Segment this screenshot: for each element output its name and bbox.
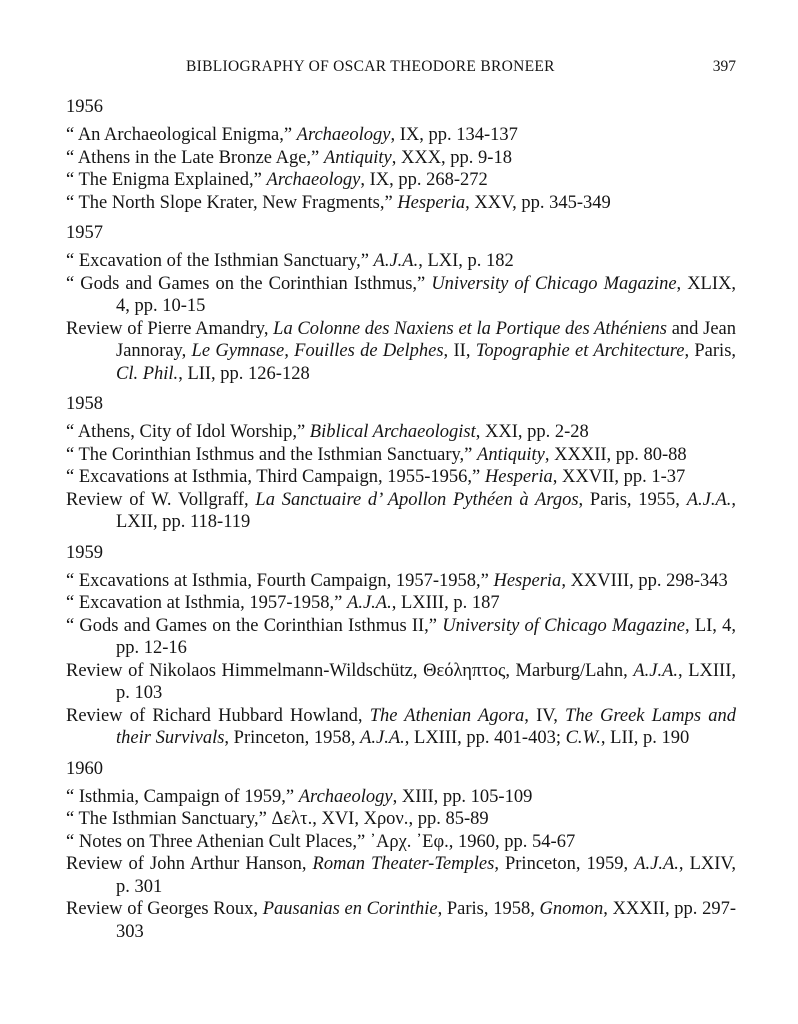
- year-heading: 1958: [66, 394, 103, 414]
- entry-text: Review of Georges Roux,: [66, 899, 263, 919]
- entry-text: “ Excavation of the Isthmian Sanctuary,”: [66, 251, 374, 271]
- entry-text: Review of W. Vollgraff,: [66, 489, 256, 510]
- entry-text: , LII, p. 190: [600, 728, 690, 748]
- entry-text: Review of Nikolaos Himmelmann-Wildschütz,: [66, 660, 424, 681]
- bibliography-entry: [66, 444, 736, 467]
- entry-title-italic: A.J.A.: [373, 251, 419, 271]
- entry-text: “ Gods and Games on the Corinthian Isthmus,”: [66, 273, 432, 294]
- bibliography-entry: [66, 831, 736, 854]
- entry-text: “ The Corinthian Isthmus and the Isthmian Sanctuary,”: [66, 444, 478, 465]
- bibliography-entry: [66, 147, 736, 170]
- entry-title-italic: Biblical Archaeologist: [309, 422, 476, 442]
- year-heading: 1960: [66, 758, 103, 779]
- entry-title-italic: The Athenian Agora: [369, 705, 525, 726]
- bibliography-entry: [66, 169, 736, 192]
- entry-title-italic: Topographie et Architecture: [475, 341, 685, 361]
- entry-text: , XIII, pp. 105-109: [392, 786, 533, 807]
- entry-text: , XXXII, pp. 80-88: [544, 444, 687, 465]
- bibliography-entry: [66, 421, 736, 444]
- entry-title-italic: Hesperia: [484, 467, 553, 487]
- entry-list: [66, 250, 736, 385]
- entry-text: “ Excavation at Isthmia, 1957-1958,”: [66, 593, 348, 613]
- bibliography-entry: [66, 786, 736, 809]
- entry-title-italic: University of Chicago Magazine: [442, 615, 685, 636]
- entry-text: , Marburg/Lahn,: [505, 660, 634, 681]
- entry-text: “ Athens, City of Idol Worship,”: [66, 422, 310, 442]
- entry-title-italic: A.J.A.: [360, 728, 405, 748]
- entry-text: “ Isthmia, Campaign of 1959,”: [66, 786, 299, 807]
- bibliography-entry: [66, 615, 736, 660]
- entry-text: “ Excavations at Isthmia, Fourth Campaign, 1957-1958,”: [66, 570, 494, 591]
- entry-text: , XVI,: [312, 809, 364, 829]
- bibliography-entry: [66, 898, 736, 943]
- entry-text: , LXIV, p. 301: [116, 854, 737, 897]
- entry-text: Review of Richard Hubbard Howland,: [66, 705, 370, 726]
- entry-title-italic: Hesperia: [493, 570, 562, 591]
- entry-text: , XXVII, pp. 1-37: [552, 467, 686, 487]
- bibliography-entry: [66, 318, 736, 386]
- bibliography-entry: [66, 853, 736, 898]
- entry-text: , XXVIII, pp. 298-343: [561, 570, 728, 591]
- entry-title-italic: A.J.A.: [347, 593, 392, 613]
- entry-text: Δελτ.: [271, 809, 313, 829]
- entry-text: , LXIII, p. 103: [116, 660, 736, 703]
- entry-text: , Paris, 1958,: [437, 899, 540, 919]
- running-head: BIBLIOGRAPHY OF OSCAR THEODORE BRONEER: [186, 58, 555, 75]
- entry-title-italic: Hesperia: [397, 192, 466, 213]
- entry-title-italic: A.J.A.: [686, 489, 732, 510]
- entry-text: “ The North Slope Krater, New Fragments,”: [66, 192, 398, 213]
- entry-title-italic: University of Chicago Magazine: [431, 273, 677, 294]
- entry-list: [66, 421, 736, 534]
- bibliography-entry: [66, 705, 736, 750]
- entry-text: , Princeton, 1959,: [494, 854, 635, 874]
- entry-text: , IX, pp. 134-137: [390, 125, 518, 145]
- entry-title-italic: Cl. Phil.: [116, 363, 179, 384]
- bibliography-sections: [66, 96, 736, 943]
- entry-text: Θεόληπτος: [423, 660, 506, 681]
- page-number: 397: [712, 58, 736, 75]
- entry-title-italic: A.J.A.: [634, 854, 679, 874]
- page-header: [66, 58, 736, 82]
- entry-text: “ Gods and Games on the Corinthian Isthmus II,”: [66, 615, 443, 636]
- entry-text: , II,: [443, 341, 476, 361]
- year-heading: 1959: [66, 542, 103, 563]
- entry-text: and Jean Jannoray,: [116, 318, 736, 361]
- entry-list: [66, 570, 736, 750]
- entry-title-italic: Antiquity: [323, 147, 392, 168]
- entry-text: , XXV, pp. 345-349: [465, 192, 611, 213]
- entry-text: “ The Isthmian Sanctuary,”: [66, 809, 272, 829]
- year-heading: 1956: [66, 97, 103, 117]
- entry-text: , XLIX, 4, pp. 10-15: [116, 273, 736, 316]
- entry-list: [66, 124, 736, 214]
- entry-text: , XXX, pp. 9-18: [391, 147, 512, 168]
- bibliography-entry: [66, 192, 736, 215]
- bibliography-entry: [66, 273, 736, 318]
- entry-text: , pp. 85-89: [408, 809, 489, 829]
- entry-text: , XXI, pp. 2-28: [475, 422, 589, 442]
- entry-text: , IX, pp. 268-272: [360, 170, 488, 190]
- entry-text: , Paris, 1955,: [578, 489, 687, 510]
- entry-text: Review of John Arthur Hanson,: [66, 854, 313, 874]
- entry-text: Review of Pierre Amandry,: [66, 318, 274, 339]
- bibliography-entry: [66, 570, 736, 593]
- bibliography-entry: [66, 466, 736, 489]
- bibliography-entry: [66, 250, 736, 273]
- entry-title-italic: Gnomon: [539, 899, 604, 919]
- entry-text: “ Notes on Three Athenian Cult Places,”: [66, 831, 370, 852]
- entry-text: , LXII, pp. 118-119: [116, 489, 736, 532]
- entry-text: “ Excavations at Isthmia, Third Campaign, 1955-1956,”: [66, 467, 485, 487]
- entry-text: , LXIII, pp. 401-403;: [404, 728, 566, 748]
- entry-title-italic: A.J.A.: [633, 660, 678, 681]
- year-heading: 1957: [66, 223, 103, 243]
- entry-text: “ The Enigma Explained,”: [66, 170, 267, 190]
- bibliography-entry: [66, 660, 736, 705]
- entry-title-italic: Pausanias en Corinthie: [262, 899, 438, 919]
- entry-text: , LI, 4, pp. 12-16: [116, 615, 736, 658]
- entry-title-italic: La Sanctuaire d’ Apollon Pythéen à Argos: [255, 489, 579, 510]
- entry-text: , Princeton, 1958,: [224, 728, 361, 748]
- entry-text: , 1960, pp. 54-67: [448, 831, 576, 852]
- entry-text: “ An Archaeological Enigma,”: [66, 125, 297, 145]
- entry-text: “ Athens in the Late Bronze Age,”: [66, 147, 324, 168]
- entry-title-italic: Archaeology: [298, 786, 393, 807]
- entry-title-italic: La Colonne des Naxiens et la Portique des Athéniens: [273, 318, 668, 339]
- entry-text: , XXXII, pp. 297-303: [116, 899, 737, 942]
- entry-title-italic: C.W.: [565, 728, 601, 748]
- entry-text: ᾿Αρχ. ᾿Εφ.: [369, 831, 449, 852]
- entry-title-italic: Roman Theater-Temples: [312, 854, 495, 874]
- entry-title-italic: Antiquity: [477, 444, 545, 465]
- entry-text: , LII, pp. 126-128: [178, 363, 310, 384]
- entry-title-italic: Le Gymnase, Fouilles de Delphes: [191, 341, 444, 361]
- bibliography-entry: [66, 124, 736, 147]
- entry-text: , LXIII, p. 187: [391, 593, 500, 613]
- entry-title-italic: Archaeology: [266, 170, 361, 190]
- entry-title-italic: Archaeology: [296, 125, 391, 145]
- entry-text: , LXI, p. 182: [418, 251, 514, 271]
- bibliography-entry: [66, 489, 736, 534]
- entry-title-italic: The Greek Lamps and their Survivals: [116, 705, 736, 748]
- entry-text: Χρον.: [363, 809, 409, 829]
- entry-list: [66, 786, 736, 944]
- bibliography-entry: [66, 808, 736, 831]
- entry-text: , IV,: [524, 705, 566, 726]
- entry-text: , Paris,: [684, 341, 737, 361]
- bibliography-entry: [66, 592, 736, 615]
- bibliography-page: [66, 58, 736, 951]
